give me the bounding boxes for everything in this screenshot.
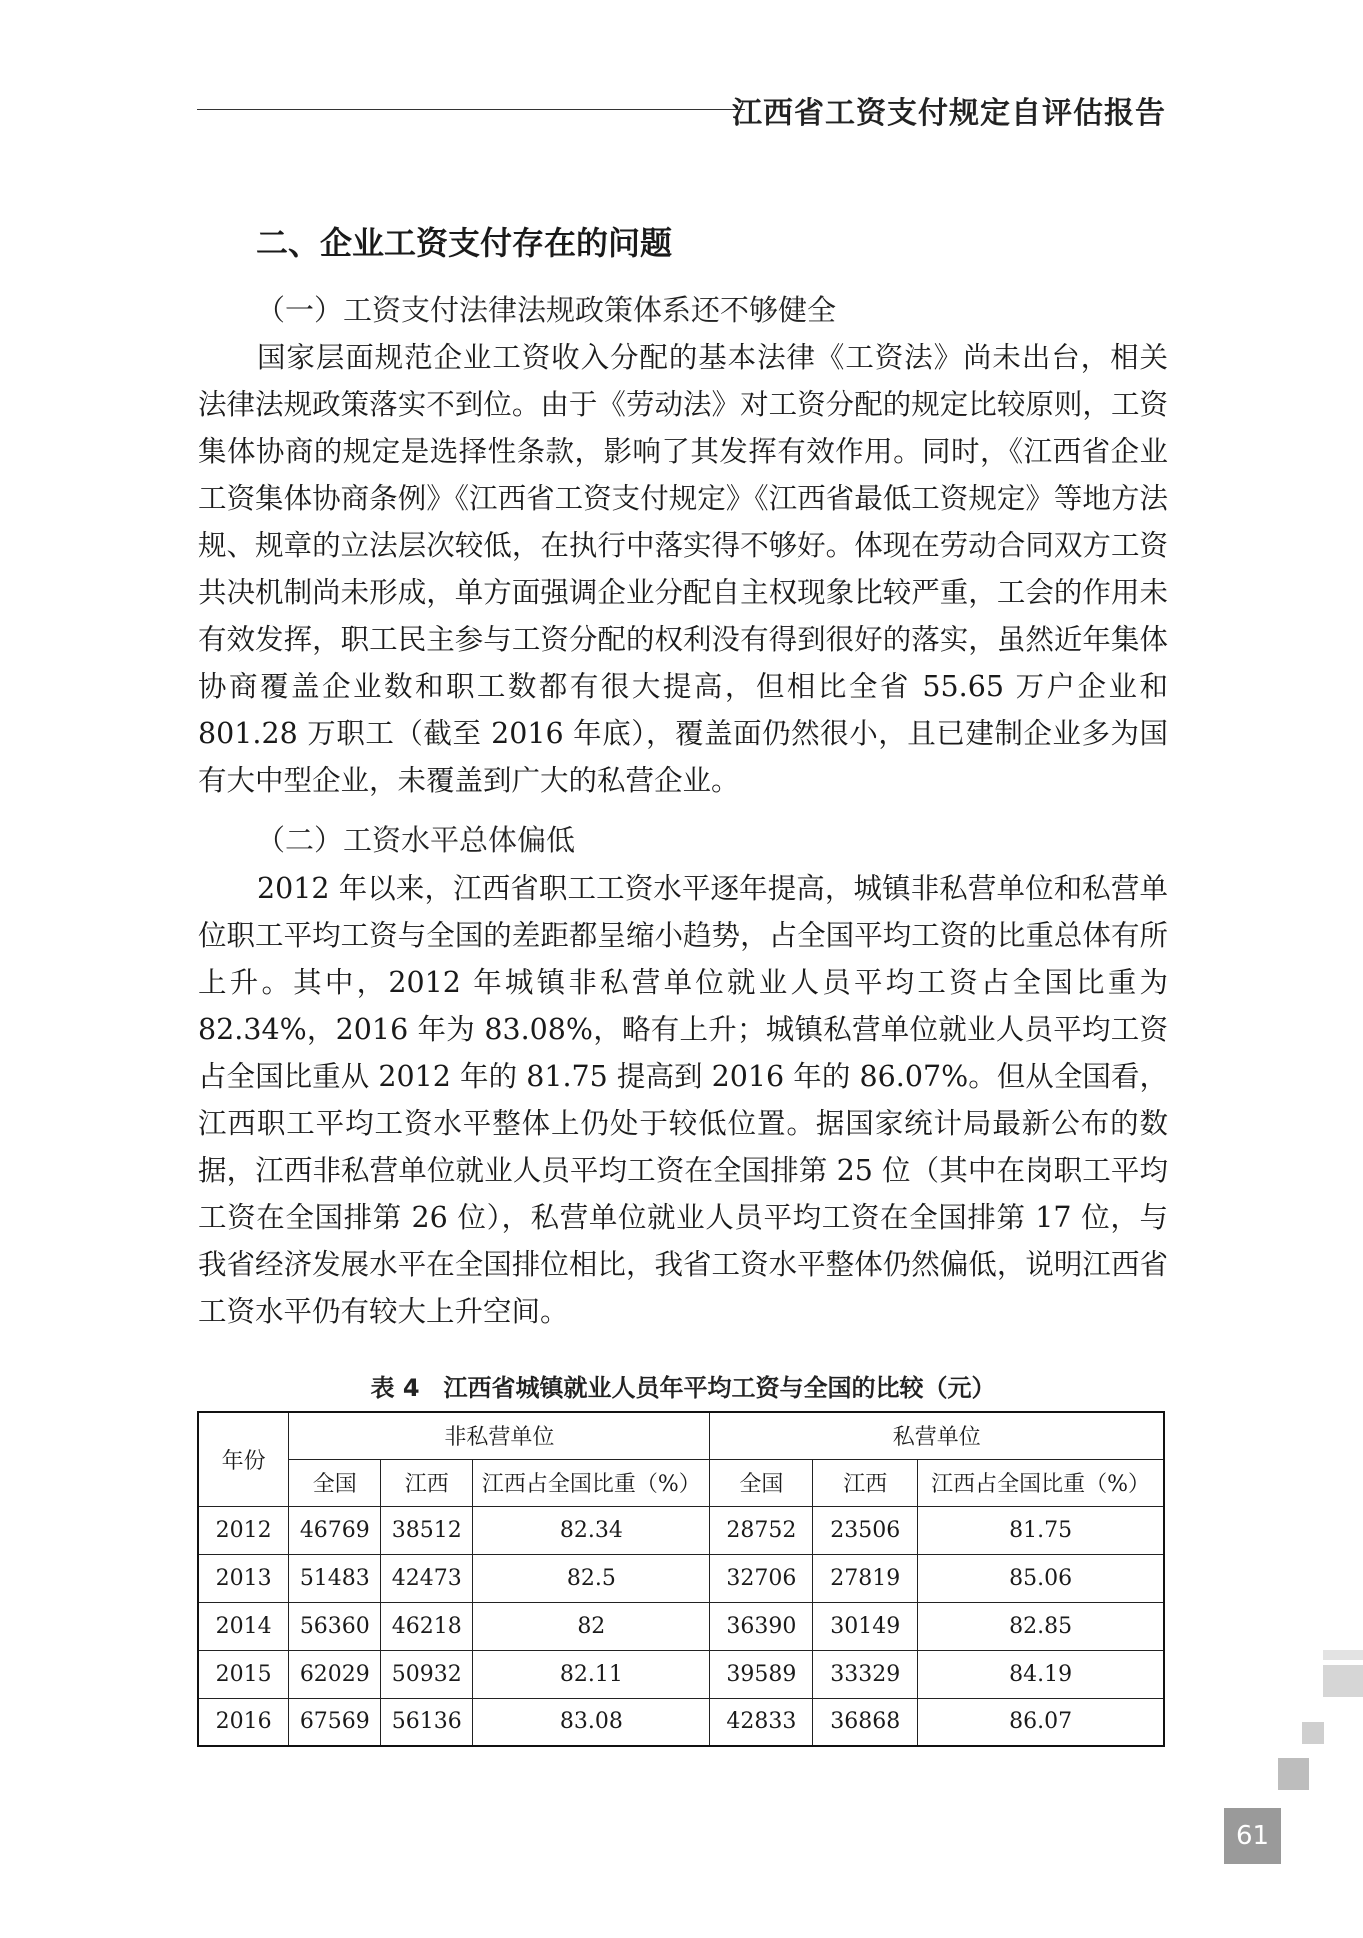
cell: 84.19 bbox=[918, 1650, 1164, 1698]
cell: 38512 bbox=[381, 1506, 473, 1554]
decorative-square bbox=[1323, 1665, 1363, 1697]
running-title: 江西省工资支付规定自评估报告 bbox=[732, 96, 1166, 131]
cell: 81.75 bbox=[918, 1506, 1164, 1554]
cell-year: 2013 bbox=[198, 1554, 289, 1602]
cell: 56136 bbox=[381, 1698, 473, 1746]
cell: 27819 bbox=[813, 1554, 918, 1602]
cell-year: 2016 bbox=[198, 1698, 289, 1746]
cell: 82.34 bbox=[473, 1506, 710, 1554]
table-row bbox=[198, 1554, 1164, 1602]
cell: 82 bbox=[473, 1602, 710, 1650]
cell: 39589 bbox=[710, 1650, 813, 1698]
table-row bbox=[198, 1506, 1164, 1554]
decorative-square bbox=[1323, 1650, 1363, 1660]
cell: 33329 bbox=[813, 1650, 918, 1698]
table-header-row bbox=[198, 1412, 1164, 1459]
cell: 46769 bbox=[289, 1506, 381, 1554]
cell: 82.85 bbox=[918, 1602, 1164, 1650]
header-rule bbox=[197, 109, 745, 110]
table-row bbox=[198, 1602, 1164, 1650]
section-heading: 二、企业工资支付存在的问题 bbox=[256, 224, 673, 262]
year-header: 年份 bbox=[198, 1412, 289, 1506]
paragraph-legal-framework: 国家层面规范企业工资收入分配的基本法律《工资法》尚未出台，相关法律法规政策落实不到位。由于《劳动法》对工资分配的规定比较原则，工资集体协商的规定是选择性条款，影响了其发挥有效作用。同时，《江西省企业工资集体协商条例》《江西省工资支付规定》《江西省最低工资规定》等地方法规、规章的立法层次较低，在执行中落实得不够好。体现在劳动合同双方工资共决机制尚未形成，单方面强调企业分配自主权现象比较严重，工会的作用未有效发挥，职工民主参与工资分配的权利没有得到很好的落实，虽然近年集体协商覆盖企业数和职工数都有很大提高，但相比全省 55.65 万户企业和 801.28 万职工（截至 2016 年底），覆盖面仍然很小，且已建制企业多为国有大中型企业，未覆盖到广大的私营企业。 bbox=[198, 341, 1168, 797]
wage-comparison-table bbox=[197, 1411, 1165, 1747]
cell: 86.07 bbox=[918, 1698, 1164, 1746]
cell: 46218 bbox=[381, 1602, 473, 1650]
col-ratio: 江西占全国比重（%） bbox=[473, 1459, 710, 1506]
col-jiangxi: 江西 bbox=[381, 1459, 473, 1506]
cell: 42833 bbox=[710, 1698, 813, 1746]
cell: 32706 bbox=[710, 1554, 813, 1602]
cell: 83.08 bbox=[473, 1698, 710, 1746]
col-jiangxi: 江西 bbox=[813, 1459, 918, 1506]
table-subheader-row bbox=[198, 1459, 1164, 1506]
cell: 28752 bbox=[710, 1506, 813, 1554]
cell: 85.06 bbox=[918, 1554, 1164, 1602]
page-number: 61 bbox=[1224, 1808, 1281, 1864]
cell-year: 2014 bbox=[198, 1602, 289, 1650]
col-national: 全国 bbox=[289, 1459, 381, 1506]
cell: 30149 bbox=[813, 1602, 918, 1650]
cell: 82.11 bbox=[473, 1650, 710, 1698]
decorative-square bbox=[1302, 1722, 1324, 1744]
table-row bbox=[198, 1698, 1164, 1746]
cell: 56360 bbox=[289, 1602, 381, 1650]
cell: 36390 bbox=[710, 1602, 813, 1650]
cell: 51483 bbox=[289, 1554, 381, 1602]
non-private-group-header: 非私营单位 bbox=[289, 1412, 710, 1459]
paragraph-wage-level: 2012 年以来，江西省职工工资水平逐年提高，城镇非私营单位和私营单位职工平均工资与全国的差距都呈缩小趋势，占全国平均工资的比重总体有所上升。其中，2012 年城镇非私营单位就业人员平均工资占全国比重为 82.34%，2016 年为 83.08%，略有上升；城镇私营单位就业人员平均工资占全国比重从 2012 年的 81.75 提高到 2016 年的 86.07%。但从全国看，江西职工平均工资水平整体上仍处于较低位置。据国家统计局最新公布的数据，江西非私营单位就业人员平均工资在全国排第 25 位（其中在岗职工平均工资在全国排第 26 位），私营单位就业人员平均工资在全国排第 17 位，与我省经济发展水平在全国排位相比，我省工资水平整体仍然偏低，说明江西省工资水平仍有较大上升空间。 bbox=[198, 872, 1168, 1328]
cell: 82.5 bbox=[473, 1554, 710, 1602]
cell: 67569 bbox=[289, 1698, 381, 1746]
cell-year: 2012 bbox=[198, 1506, 289, 1554]
decorative-square bbox=[1278, 1758, 1309, 1790]
cell: 42473 bbox=[381, 1554, 473, 1602]
cell-year: 2015 bbox=[198, 1650, 289, 1698]
private-group-header: 私营单位 bbox=[710, 1412, 1164, 1459]
cell: 50932 bbox=[381, 1650, 473, 1698]
table-row bbox=[198, 1650, 1164, 1698]
cell: 36868 bbox=[813, 1698, 918, 1746]
table-caption: 表 4 江西省城镇就业人员年平均工资与全国的比较（元） bbox=[370, 1374, 996, 1402]
cell: 62029 bbox=[289, 1650, 381, 1698]
cell: 23506 bbox=[813, 1506, 918, 1554]
col-ratio: 江西占全国比重（%） bbox=[918, 1459, 1164, 1506]
col-national: 全国 bbox=[710, 1459, 813, 1506]
subheading-legal-framework: （一）工资支付法律法规政策体系还不够健全 bbox=[256, 293, 837, 327]
subheading-wage-level: （二）工资水平总体偏低 bbox=[256, 823, 576, 857]
